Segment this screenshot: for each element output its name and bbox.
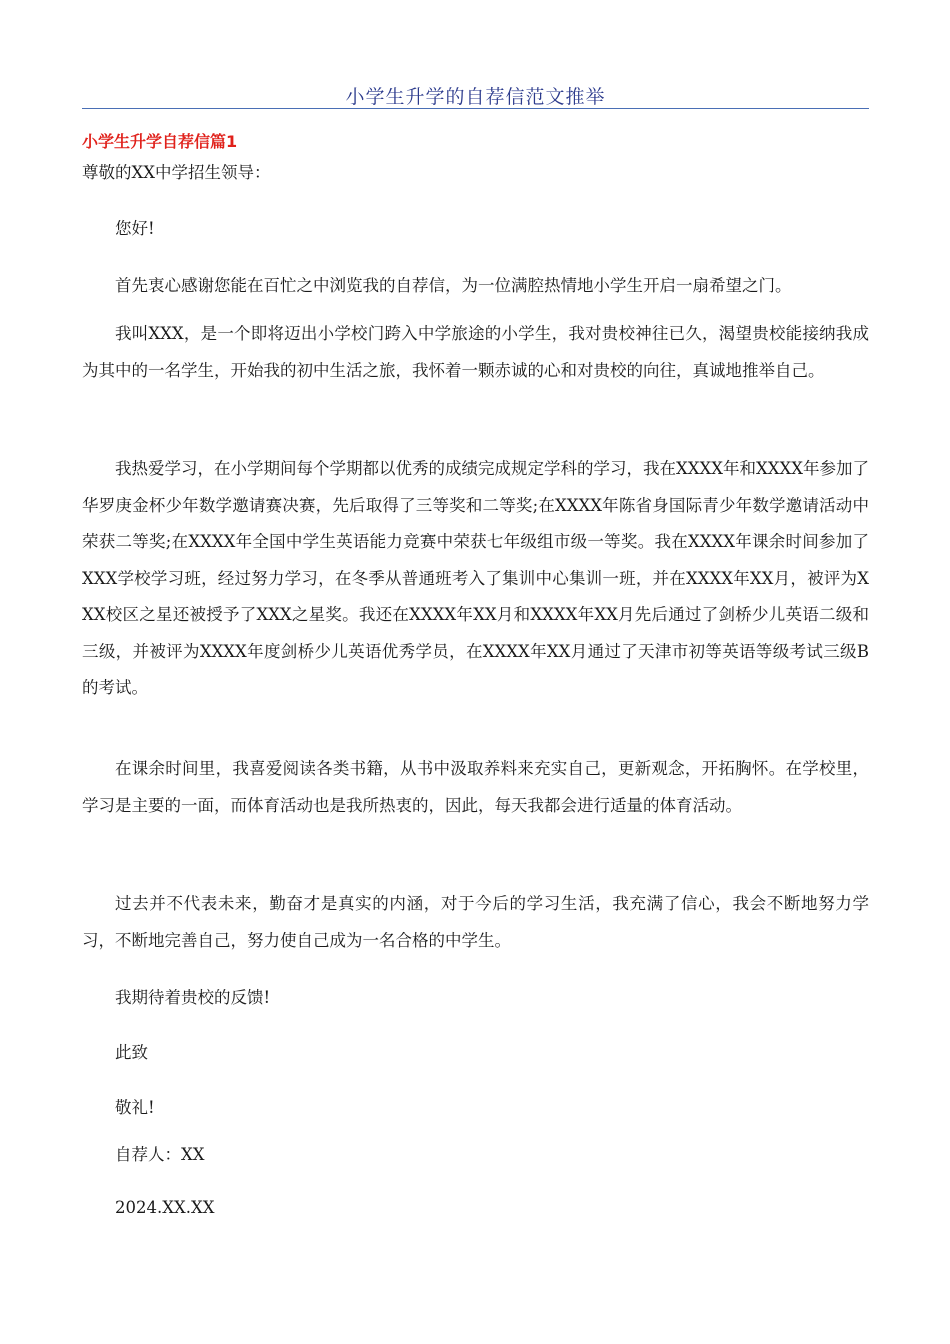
paragraph-greeting: 您好! — [115, 219, 155, 238]
paragraph-introduction: 我叫XXX，是一个即将迈出小学校门跨入中学旅途的小学生，我对贵校神往已久，渴望贵校能接纳我成为其中的一名学生，开始我的初中生活之旅，我怀着一颗赤诚的心和对贵校的向往，真诚地推举自己。 — [82, 324, 869, 380]
sign-off-salute: 敬礼! — [115, 1098, 155, 1117]
document-title: 小学生升学的自荐信范文推举 — [345, 86, 606, 108]
sign-off-regards: 此致 — [115, 1043, 148, 1062]
paragraph-closing: 我期待着贵校的反馈! — [115, 988, 271, 1007]
paragraph-hobbies: 在课余时间里，我喜爱阅读各类书籍，从书中汲取养料来充实自己，更新观念，开拓胸怀。在学校里，学习是主要的一面，而体育活动也是我所热衷的，因此，每天我都会进行适量的体育活动。 — [82, 759, 869, 815]
section-heading: 小学生升学自荐信篇1 — [82, 132, 238, 151]
paragraph-thanks: 首先衷心感谢您能在百忙之中浏览我的自荐信，为一位满腔热情地小学生开启一扇希望之门。 — [115, 276, 792, 295]
salutation: 尊敬的XX中学招生领导： — [82, 163, 271, 182]
paragraph-achievements: 我热爱学习，在小学期间每个学期都以优秀的成绩完成规定学科的学习，我在XXXX年和XXXX年参加了华罗庚金杯少年数学邀请赛决赛，先后取得了三等奖和二等奖;在XXXX年陈省身国际青少年数学邀请活动中荣获二等奖;在XXXX年全国中学生英语能力竞赛中荣获七年级组市级一等奖。我在XXXX年课余时间参加了XXX学校学习班，经过努力学习，在冬季从普通班考入了集训中心集训一班，并在XXXX年XX月，被评为XXX校区之星还被授予了XXX之星奖。我还在XXXX年XX月和XXXX年XX月先后通过了剑桥少儿英语二级和三级，并被评为XXXX年度剑桥少儿英语优秀学员，在XXXX年XX月通过了天津市初等英语等级考试三级B的考试。 — [82, 459, 869, 697]
signature: 自荐人：XX — [115, 1145, 205, 1164]
date: 2024.XX.XX — [115, 1198, 215, 1217]
title-divider — [82, 108, 869, 109]
paragraph-future: 过去并不代表未来，勤奋才是真实的内涵，对于今后的学习生活，我充满了信心，我会不断地努力学习，不断地完善自己，努力使自己成为一名合格的中学生。 — [82, 894, 869, 950]
